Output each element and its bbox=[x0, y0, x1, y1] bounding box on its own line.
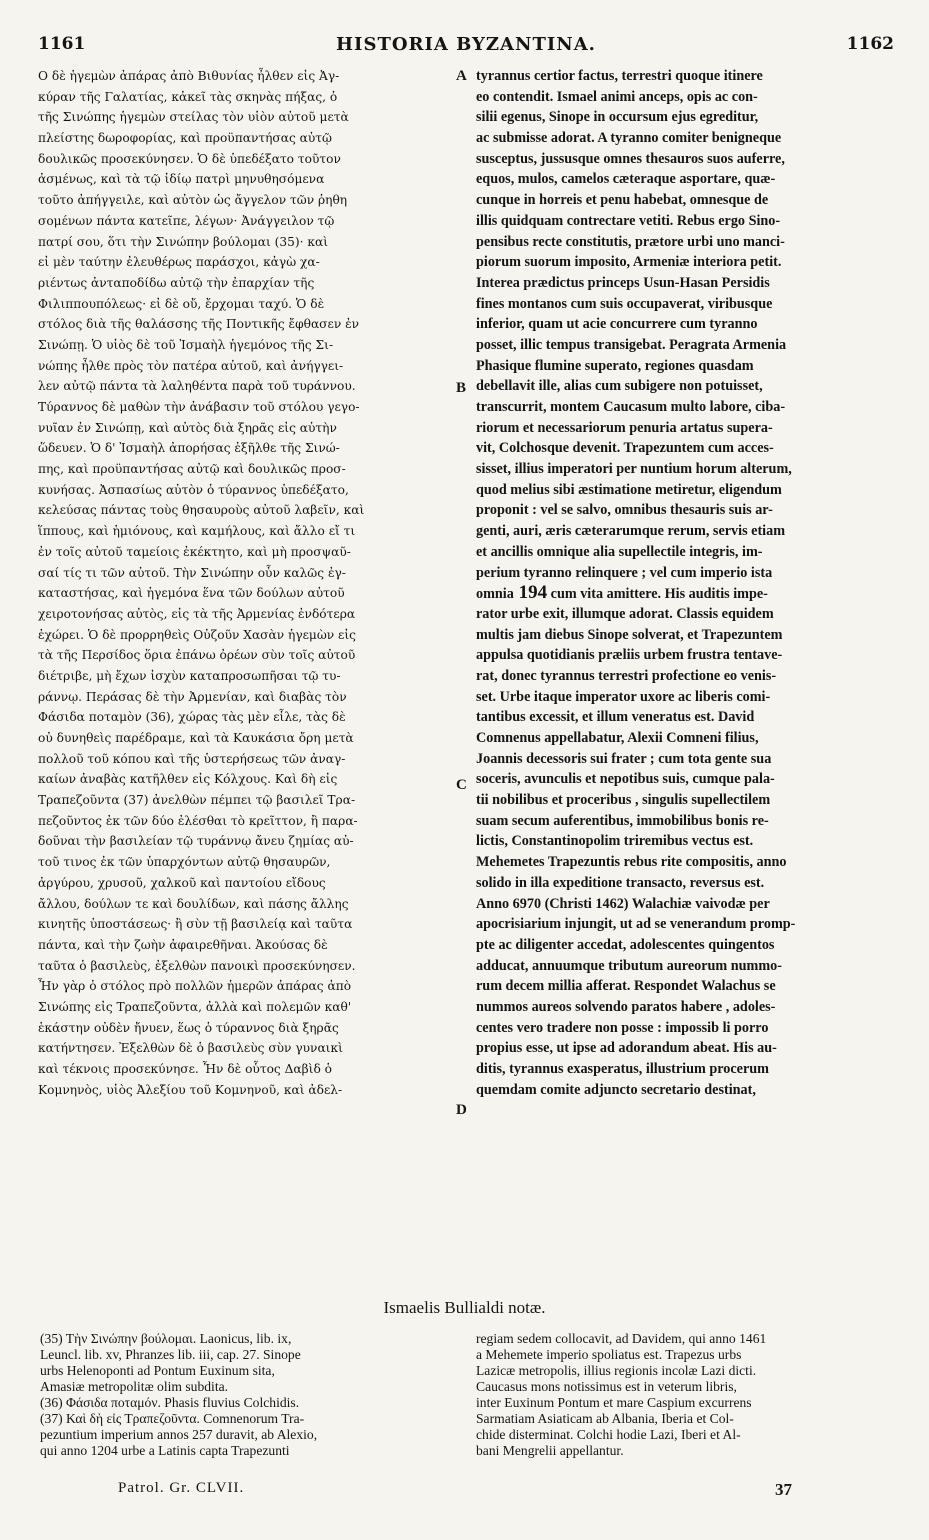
latin-text-span: equos, mulos, camelos cæteraque asportare, quæ- bbox=[476, 171, 776, 188]
section-marker-a: A bbox=[456, 68, 467, 84]
latin-text-span: suam secum auferentibus, immobilibus bonis re- bbox=[476, 812, 769, 829]
greek-text-line: ἀσμένως, καὶ τὰ τῷ ἰδίῳ πατρὶ μηνυθησόμενα bbox=[38, 172, 325, 187]
section-marker-d: D bbox=[456, 1102, 467, 1118]
latin-text-span: solido in illa expeditione transacto, reversus est. bbox=[476, 874, 765, 891]
latin-text-span: sisset, illius imperatori per nuntium horum alterum, bbox=[476, 461, 792, 478]
latin-text-span: pensibus recte constitutis, prætore urbi uno manci- bbox=[476, 233, 785, 250]
greek-text-line: καταστήσας, καὶ ἡγεμόνα ἕνα τῶν δούλων αὐτοῦ bbox=[38, 586, 345, 601]
latin-text-span: proponit : vel se salvo, omnibus thesauris suis ar- bbox=[476, 502, 773, 519]
latin-text-span: appulsa quotidianis præliis urbem frustra tentave- bbox=[476, 647, 783, 664]
greek-text-line: Σινώπῃ. Ὁ υἱὸς δὲ τοῦ Ἰσμαὴλ ἡγεμόνος τῆς Σι- bbox=[38, 337, 334, 352]
latin-text-line bbox=[476, 521, 896, 542]
latin-text-line bbox=[476, 335, 896, 356]
greek-text-line: νυῖαν ἐν Σινώπῃ, καὶ αὐτὸς διὰ ξηρᾶς εἰς αὐτὴν bbox=[38, 420, 337, 435]
latin-text-span: adducat, annuumque tributum aureorum nummo- bbox=[476, 957, 783, 974]
latin-text-span: piorum suorum imposito, Armeniæ interiora petit. bbox=[476, 254, 782, 271]
note-line: (36) Φάσιδα ποταμόν. Phasis fluvius Colchidis. bbox=[40, 1395, 300, 1410]
greek-text-line: Ο δὲ ἡγεμὼν ἀπάρας ἀπὸ Βιθυνίας ἦλθεν εἰς Ἀγ- bbox=[38, 69, 340, 83]
greek-text-line: εἰ μὲν ταύτην ἐλευθέρως παράσχοι, κἀγὼ χα- bbox=[38, 255, 320, 270]
note-line: chide disterminat. Colchi hodie Lazi, Iberi et Al- bbox=[476, 1427, 741, 1442]
latin-text-span: Comnenus appellabatur, Alexii Comneni filius, bbox=[476, 730, 759, 746]
greek-text-line: τοῦτο ἀπήγγειλε, καὶ αὐτὸν ὡς ἄγγελον τῶν ῥηθη bbox=[38, 193, 348, 208]
latin-text-span: lictis, Constantinopolim triremibus vectus est. bbox=[476, 833, 754, 850]
latin-text-span: quod melius sibi æstimatione metiretur, eligendum bbox=[476, 481, 782, 498]
latin-text-line bbox=[476, 314, 896, 335]
latin-text-line bbox=[476, 66, 896, 87]
greek-text-line: ἐχώρει. Ὁ δὲ προρρηθεὶς Οὐζοῦν Χασὰν ἡγεμὼν εἰς bbox=[38, 627, 356, 642]
latin-text-line bbox=[476, 356, 896, 377]
latin-text-line bbox=[476, 625, 896, 646]
latin-text-line: rator urbe exit, illumque adorat. Classis equidem bbox=[476, 605, 774, 622]
latin-text-span: rat, donec tyrannus terrestri profectione eo venis- bbox=[476, 667, 777, 684]
latin-text-span: vit, Colchosque devenit. Trapezuntem cum acces- bbox=[476, 440, 774, 457]
latin-text-line bbox=[476, 914, 896, 935]
latin-text-line bbox=[476, 542, 896, 563]
notes-left-column bbox=[40, 1331, 458, 1459]
latin-text-line bbox=[476, 976, 896, 997]
latin-text-span: cum vita amittere. His auditis impe- bbox=[547, 586, 768, 603]
latin-text-line bbox=[476, 935, 896, 956]
latin-text-line bbox=[476, 459, 896, 480]
greek-text-line: ἐν τοῖς αὐτοῦ ταμείοις ἐκέκτητο, καὶ μὴ προσψαῦ- bbox=[38, 544, 351, 559]
latin-text-span: tii nobilibus et proceribus , singulis supellectilem bbox=[476, 792, 771, 809]
greek-text-line: πλείστης δωροφορίας, καὶ προϋπαντήσας αὐτῷ bbox=[38, 131, 332, 146]
latin-text-span: illis quidquam contrectare vetiti. Rebus ergo Sino- bbox=[476, 212, 781, 229]
note-line: Amasiæ metropolitæ olim subdita. bbox=[40, 1379, 229, 1394]
greek-text-line: σομένων πάντα κατεῖπε, λέγων· Ἀνάγγειλον τῷ bbox=[38, 213, 335, 228]
latin-text-line bbox=[476, 397, 896, 418]
latin-text-span: Mehemetes Trapezuntis rebus rite compositis, anno bbox=[476, 854, 787, 871]
latin-text-line bbox=[476, 418, 896, 439]
greek-text-line: Φάσιδα ποταμὸν (36), χώρας τὰς μὲν εἷλε, τὰς δὲ bbox=[38, 710, 346, 725]
latin-text-span: rum decem millia afferat. Respondet Walachus se bbox=[476, 978, 776, 995]
greek-text-line: καὶ τέκνοις προσεκύνησε. Ἦν δὲ οὗτος Δαβὶδ ὁ bbox=[38, 1062, 333, 1076]
latin-text-column bbox=[476, 66, 896, 1100]
latin-text-line bbox=[476, 873, 896, 894]
latin-text-span: pte ac diligenter accedat, adolescentes quingentos bbox=[476, 936, 775, 953]
latin-text-line bbox=[476, 438, 896, 459]
greek-text-line: Σινώπης εἰς Τραπεζοῦντα, ἀλλὰ καὶ πολεμῶν καθ' bbox=[38, 999, 352, 1014]
latin-text-span: tyrannus certior factus, terrestri quoque itinere bbox=[476, 68, 763, 84]
greek-text-line: δουλικῶς προσεκύνησεν. Ὁ δὲ ὑπεδέξατο τοῦτον bbox=[38, 151, 341, 166]
greek-text-line: ἀργύρου, χρυσοῦ, χαλκοῦ καὶ παντοίου εἴδους bbox=[38, 875, 326, 890]
latin-text-line bbox=[476, 707, 896, 728]
greek-text-line: Τύραννος δὲ μαθὼν τὴν ἀνάβασιν τοῦ στόλου γεγο- bbox=[38, 400, 360, 414]
note-line: qui anno 1204 urbe a Latinis capta Trapezunti bbox=[40, 1443, 290, 1458]
latin-text-line bbox=[476, 749, 896, 770]
latin-text-line bbox=[476, 273, 896, 294]
latin-text-span: apocrisiarium injungit, ut ad se venerandum promp- bbox=[476, 916, 796, 933]
greek-text-line: στόλος διὰ τῆς θαλάσσης τῆς Ποντικῆς ἔφθασεν ἐν bbox=[38, 317, 360, 332]
latin-text-span: genti, auri, æris cæterarumque rerum, servis etiam bbox=[476, 523, 786, 540]
latin-text-span: multis jam diebus Sinope solverat, et Trapezuntem bbox=[476, 626, 783, 643]
section-marker-c: C bbox=[456, 777, 467, 793]
latin-text-line bbox=[476, 128, 896, 149]
latin-text-line bbox=[476, 956, 896, 977]
latin-text-line bbox=[476, 107, 896, 128]
latin-text-span: posset, illic tempus transigebat. Peragrata Armenia bbox=[476, 336, 787, 353]
latin-text-span: ditis, tyrannus exasperatus, illustrium procerum bbox=[476, 1061, 769, 1077]
footer-volume: Patrol. Gr. CLVII. bbox=[118, 1480, 245, 1496]
greek-text-line: πολλοῦ τοῦ κόπου καὶ τῆς ὑστερήσεως τῶν ἀναγ- bbox=[38, 751, 346, 766]
page-number-left: 1161 bbox=[38, 34, 86, 54]
latin-text-line bbox=[476, 1059, 896, 1080]
latin-text-line bbox=[476, 1080, 896, 1101]
note-line: urbs Helenoponti ad Pontum Euxinum sita, bbox=[40, 1363, 275, 1378]
greek-text-line: κελεύσας πάντας τοὺς θησαυροὺς αὐτοῦ λαβεῖν, καὶ bbox=[38, 503, 365, 518]
note-line: regiam sedem collocavit, ad Davidem, qui anno 1461 bbox=[476, 1331, 767, 1346]
latin-text-line bbox=[476, 728, 896, 749]
greek-text-line: τοῦ τινος ἐκ τῶν ὑπαρχόντων αὐτῷ θησαυρῶν, bbox=[38, 855, 331, 870]
notes-right-column bbox=[476, 1331, 894, 1459]
footer-number: 37 bbox=[775, 1480, 792, 1499]
latin-text-span: Interea prædictus princeps Usun-Hasan Persidis bbox=[476, 274, 770, 291]
note-line: Sarmatiam Asiaticam ab Albania, Iberia et Col- bbox=[476, 1411, 734, 1426]
greek-text-line: λεν αὐτῷ πάντα τὰ λαληθέντα παρὰ τοῦ τυράννου. bbox=[38, 379, 356, 394]
greek-text-line: πάντα, καὶ τὴν ζωὴν ἀφαιρεθῆναι. Ἀκούσας δὲ bbox=[38, 937, 328, 952]
greek-text-line: οὐ δυνηθεὶς παρέδραμε, καὶ τὰ Καυκάσια ὄρη μετὰ bbox=[38, 731, 354, 745]
latin-text-line bbox=[476, 997, 896, 1018]
latin-text-line bbox=[476, 563, 896, 584]
column-number: 194 bbox=[513, 583, 548, 604]
greek-text-line: κυνήσας. Ἀσπασίως αὐτὸν ὁ τύραννος ὑπεδέξατο, bbox=[38, 482, 349, 497]
greek-text-line: ταῦτα ὁ βασιλεὺς, ἐξελθὼν πανοικὶ προσεκύνησεν. bbox=[38, 958, 356, 973]
latin-text-span: Joannis decessoris sui frater ; cum tota gente sua bbox=[476, 750, 772, 767]
greek-text-line: τὰ τῆς Περσίδος ὅρια ἐπάνω ὀρέων σὺν τοῖς αὐτοῦ bbox=[38, 648, 356, 663]
greek-text-line: σαί τίς τι τῶν αὐτοῦ. Τὴν Σινώπην οὖν καλῶς ἐγ- bbox=[38, 565, 346, 580]
note-line: Lazicæ metropolis, illius regionis incolæ Lazi dicti. bbox=[476, 1363, 757, 1378]
latin-text-line bbox=[476, 687, 896, 708]
latin-text-line bbox=[476, 190, 896, 211]
greek-text-line: Φιλιππουπόλεως· εἰ δὲ οὔ, ἔρχομαι ταχύ. Ὁ δὲ bbox=[38, 296, 325, 311]
latin-text-line bbox=[476, 1038, 896, 1059]
section-marker-b: B bbox=[456, 380, 467, 396]
latin-text-span: riorum et necessariorum penuria artatus supera- bbox=[476, 419, 773, 436]
latin-text-line bbox=[476, 149, 896, 170]
greek-text-line: πατρί σου, ὅτι τὴν Σινώπην βούλομαι (35)· καὶ bbox=[38, 234, 329, 249]
greek-text-line: κύραν τῆς Γαλατίας, κἀκεῖ τὰς σκηνὰς πήξας, ὁ bbox=[38, 89, 338, 104]
greek-text-line: ὥδευεν. Ὁ δ' Ἰσμαὴλ ἀπορήσας ἐξῆλθε τῆς Σινώ- bbox=[38, 441, 340, 456]
latin-text-span: quemdam comite adjuncto secretario destinat, bbox=[476, 1081, 756, 1098]
latin-text-line bbox=[476, 500, 896, 521]
latin-text-span: propius esse, ut ipse ad adorandum abeat. His au- bbox=[476, 1040, 777, 1057]
latin-text-line bbox=[476, 790, 896, 811]
greek-text-line: καίων ἀναβὰς κατῆλθεν εἰς Κόλχους. Καὶ δὴ εἰς bbox=[38, 772, 338, 787]
latin-text-line bbox=[476, 666, 896, 687]
latin-text-line bbox=[476, 294, 896, 315]
latin-text-span: omnia bbox=[476, 586, 514, 603]
note-line: (35) Τὴν Σινώπην βούλομαι. Laonicus, lib. ix, bbox=[40, 1331, 292, 1346]
latin-text-line bbox=[476, 894, 896, 915]
latin-text-line bbox=[476, 1018, 896, 1039]
greek-text-line: νώπης ἦλθε πρὸς τὸν πατέρα αὐτοῦ, καὶ ἀνήγγει- bbox=[38, 358, 344, 373]
greek-text-line: Κομνηνὸς, υἱὸς Ἀλεξίου τοῦ Κομνηνοῦ, καὶ ἀδελ- bbox=[38, 1082, 343, 1097]
latin-text-line bbox=[476, 376, 896, 397]
latin-text-span: et ancillis omnique alia supellectile integris, im- bbox=[476, 543, 763, 560]
greek-text-line: ριέντως ἀνταποδίδω αὐτῷ τὴν ἐπαρχίαν τῆς bbox=[38, 275, 315, 290]
latin-text-span: eo contendit. Ismael animi anceps, opis ac con- bbox=[476, 88, 758, 105]
latin-text-span: Anno 6970 (Christi 1462) Walachiæ vaivodæ per bbox=[476, 895, 770, 912]
latin-text-line bbox=[476, 645, 896, 666]
note-line: Leuncl. lib. xv, Phranzes lib. iii, cap. 27. Sinope bbox=[40, 1347, 301, 1362]
note-line: a Mehemete imperio spoliatus est. Trapezus urbs bbox=[476, 1347, 742, 1362]
latin-text-span: set. Urbe itaque imperator uxore ac liberis comi- bbox=[476, 688, 771, 705]
latin-text-line bbox=[476, 169, 896, 190]
latin-text-line bbox=[476, 87, 896, 108]
latin-text-line bbox=[476, 211, 896, 232]
greek-text-line: ἑκάστην οὐδὲν ἤνυεν, ἕως ὁ τύραννος διὰ ξηρᾶς bbox=[38, 1020, 339, 1035]
latin-text-span: soceris, avunculis et nepotibus suis, cumque pala- bbox=[476, 771, 775, 788]
latin-text-line bbox=[476, 252, 896, 273]
greek-text-line: πης, καὶ προϋπαντήσας αὐτῷ καὶ δουλικῶς προσ- bbox=[38, 462, 346, 477]
latin-text-line bbox=[476, 831, 896, 852]
latin-text-line bbox=[476, 852, 896, 873]
greek-text-line: κινητῆς ὑποστάσεως· ἢ σὺν τῇ βασιλείᾳ καὶ ταῦτα bbox=[38, 917, 353, 932]
latin-text-span: nummos aureos solvendo paratos habere , adoles- bbox=[476, 998, 776, 1015]
note-line: bani Mengrelii appellantur. bbox=[476, 1443, 624, 1458]
greek-text-line: Ἦν γὰρ ὁ στόλος πρὸ πολλῶν ἡμερῶν ἀπάρας ἀπὸ bbox=[38, 979, 352, 994]
greek-text-line: κατήντησεν. Ἐξελθὼν δὲ ὁ βασιλεὺς σὺν γυναικὶ bbox=[38, 1041, 343, 1056]
greek-text-column bbox=[38, 66, 458, 1100]
latin-text-span: perium tyranno relinquere ; vel cum imperio ista bbox=[476, 564, 773, 581]
note-line: Caucasus mons notissimus est in veterum libris, bbox=[476, 1379, 737, 1394]
latin-text-line bbox=[476, 232, 896, 253]
note-line: pezuntium imperium annos 257 duravit, ab Alexio, bbox=[40, 1427, 318, 1442]
latin-text-span: transcurrit, montem Caucasum multo labore, ciba- bbox=[476, 399, 786, 415]
latin-text-span: inferior, quam ut acie concurrere cum tyranno bbox=[476, 316, 758, 333]
page-number-right: 1162 bbox=[846, 34, 894, 54]
latin-text-span: fines montanos cum suis occupaverat, viribusque bbox=[476, 295, 773, 312]
greek-text-line: ἄλλου, δούλων τε καὶ δουλίδων, καὶ πάσης ἄλλης bbox=[38, 896, 349, 911]
latin-text-span: tantibus excessit, et illum veneratus est. David bbox=[476, 709, 755, 726]
notes-title: Ismaelis Bullialdi notæ. bbox=[383, 1298, 546, 1317]
latin-text-span: susceptus, jussusque omnes thesauros suos auferre, bbox=[476, 150, 785, 167]
latin-text-span: ac submisse adorat. A tyranno comiter benigneque bbox=[476, 130, 782, 147]
latin-text-span: debellavit ille, alias cum subigere non potuisset, bbox=[476, 378, 763, 395]
greek-text-line: ράννῳ. Περάσας δὲ τὴν Ἀρμενίαν, καὶ διαβὰς τὸν bbox=[38, 689, 347, 704]
greek-text-line: χειροτονήσας αὐτὸς, εἰς τὰ τῆς Ἀρμενίας ἐνδότερα bbox=[38, 606, 356, 621]
note-line: inter Euxinum Pontum et mare Caspium excurrens bbox=[476, 1395, 752, 1410]
running-title: HISTORIA BYZANTINA. bbox=[336, 34, 596, 55]
latin-text-span: centes vero tradere non posse : impossib li porro bbox=[476, 1019, 769, 1036]
greek-text-line: πεζοῦντος ἐκ τῶν δύο ἐλέσθαι τὸ κρεῖττον, ἢ παρα- bbox=[38, 813, 358, 828]
greek-text-line: ἵππους, καὶ ἡμιόνους, καὶ καμήλους, καὶ ἄλλο εἴ τι bbox=[38, 524, 356, 539]
note-line: (37) Καὶ δὴ εἰς Τραπεζοῦντα. Comnenorum Tra- bbox=[40, 1411, 305, 1426]
greek-text-line: Τραπεζοῦντα (37) ἀνελθὼν πέμπει τῷ βασιλεῖ Τρα- bbox=[38, 793, 356, 808]
latin-text-span: cunque in horreis et penu habebat, omnesque de bbox=[476, 192, 769, 209]
greek-text-line: δοῦναι τὴν βασιλείαν τῷ τυράννῳ ἄνευ ζημίας αὐ- bbox=[38, 834, 354, 849]
page-header bbox=[38, 34, 894, 58]
greek-text-line: διέτριβε, μὴ ἔχων ἰσχὺν καταπροσωπῆσαι τῷ τυ- bbox=[38, 668, 341, 683]
latin-text-line bbox=[476, 480, 896, 501]
latin-text-span: Phasique flumine superato, regiones quasdam bbox=[476, 357, 754, 374]
latin-text-line bbox=[476, 811, 896, 832]
greek-text-line: τῆς Σινώπης ἡγεμὼν στείλας τὸν υἱὸν αὐτοῦ μετὰ bbox=[38, 110, 349, 125]
latin-text-line bbox=[476, 769, 896, 790]
latin-text-span: silii egenus, Sinope in occursum ejus egreditur, bbox=[476, 109, 759, 126]
latin-text-line bbox=[476, 583, 896, 604]
